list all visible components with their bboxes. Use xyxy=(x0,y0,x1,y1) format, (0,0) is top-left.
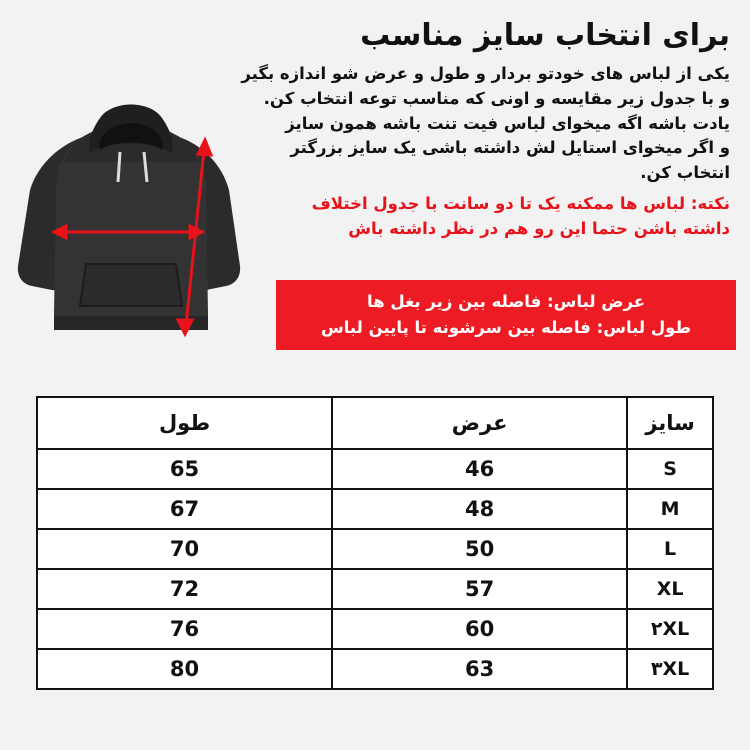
cell-width: 57 xyxy=(332,569,627,609)
intro-line-4: و اگر میخوای استایل لش داشته باشی یک سایز بزرگتر xyxy=(290,138,730,158)
cell-length: 80 xyxy=(37,649,332,689)
cell-length: 72 xyxy=(37,569,332,609)
cell-width: 60 xyxy=(332,609,627,649)
intro-paragraph xyxy=(240,62,730,186)
cell-size: M xyxy=(627,489,713,529)
table-header-row xyxy=(37,397,713,449)
cell-width: 48 xyxy=(332,489,627,529)
note-line-2: داشته باشن حتما این رو هم در نظر داشته باش xyxy=(348,218,730,238)
tolerance-note xyxy=(240,192,730,242)
cell-length: 67 xyxy=(37,489,332,529)
cell-length: 70 xyxy=(37,529,332,569)
cell-size: ۳XL xyxy=(627,649,713,689)
header-length: طول xyxy=(37,397,332,449)
table-row xyxy=(37,449,713,489)
table-row xyxy=(37,529,713,569)
size-table xyxy=(36,396,714,690)
table-row xyxy=(37,569,713,609)
measurement-definitions-box xyxy=(276,280,736,350)
hoodie-illustration xyxy=(8,78,258,348)
table-row xyxy=(37,609,713,649)
definition-width: عرض لباس: فاصله بین زیر بغل ها xyxy=(367,292,645,311)
table-row xyxy=(37,489,713,529)
cell-width: 63 xyxy=(332,649,627,689)
intro-text-block xyxy=(240,0,750,241)
table-row xyxy=(37,649,713,689)
hoodie-graphic xyxy=(8,78,258,348)
cell-size: XL xyxy=(627,569,713,609)
cell-width: 50 xyxy=(332,529,627,569)
intro-line-5: انتخاب کن. xyxy=(640,163,730,182)
note-line-1: نکته: لباس ها ممکنه یک تا دو سانت با جدول اختلاف xyxy=(311,193,730,213)
cell-width: 46 xyxy=(332,449,627,489)
size-table-wrapper xyxy=(36,396,714,690)
cell-length: 65 xyxy=(37,449,332,489)
cell-size: S xyxy=(627,449,713,489)
intro-line-3: یادت باشه اگه میخوای لباس فیت تنت باشه همون سایز xyxy=(285,113,730,133)
intro-line-1: یکی از لباس های خودتو بردار و طول و عرض شو اندازه بگیر xyxy=(241,64,730,83)
cell-size: L xyxy=(627,529,713,569)
header-size: سایز xyxy=(627,397,713,449)
definition-length: طول لباس: فاصله بین سرشونه تا پایین لباس xyxy=(320,317,692,337)
header-width: عرض xyxy=(332,397,627,449)
page-title: برای انتخاب سایز مناسب xyxy=(360,18,730,53)
cell-size: ۲XL xyxy=(627,609,713,649)
cell-length: 76 xyxy=(37,609,332,649)
intro-line-2: و با جدول زیر مقایسه و اونی که مناسب توعه انتخاب کن. xyxy=(263,88,730,108)
